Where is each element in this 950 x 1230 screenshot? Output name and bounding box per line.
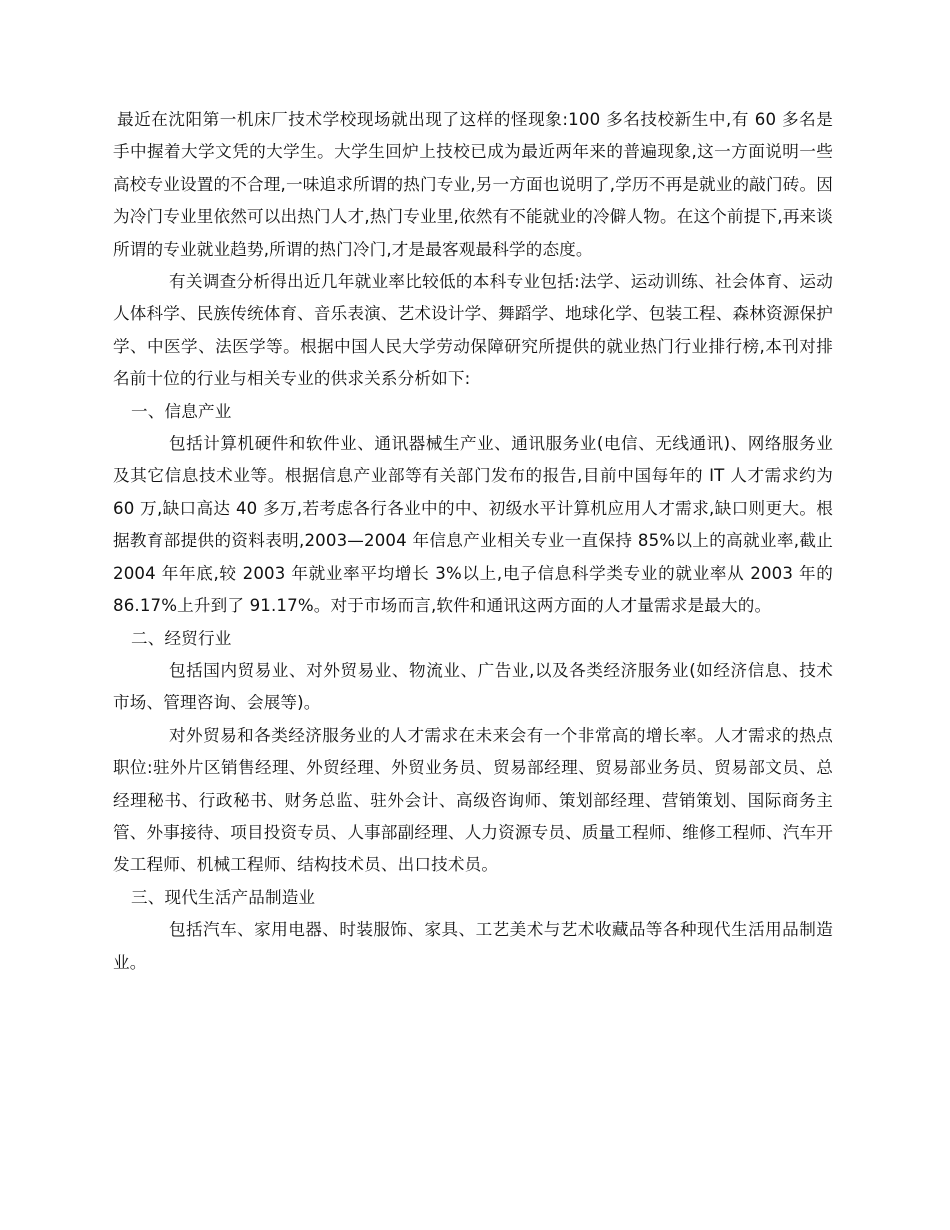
survey-paragraph: 有关调查分析得出近几年就业率比较低的本科专业包括:法学、运动训练、社会体育、运动人体科学、民族传统体育、音乐表演、艺术设计学、舞蹈学、地球化学、包装工程、森林资源保护学、中医学、法医学等。根据中国人民大学劳动保障研究所提供的就业热门行业排行榜,本刊对排名前十位的行业与相关专业的供求关系分析如下: <box>113 272 833 389</box>
trade-scope-paragraph: 包括国内贸易业、对外贸易业、物流业、广告业,以及各类经济服务业(如经济信息、技术市场、管理咨询、会展等)。 <box>113 660 833 713</box>
intro-paragraph: 最近在沈阳第一机床厂技术学校现场就出现了这样的怪现象:100 多名技校新生中,有 60 多名是手中握着大学文凭的大学生。大学生回炉上技校已成为最近两年来的普遍现象,这一方面说明一些高校专业设置的不合理,一味追求所谓的热门专业,另一方面也说明了,学历不再是就业的敲门砖。因为冷门专业里依然可以出热门人才,热门专业里,依然有不能就业的冷僻人物。在这个前提下,再来谈所谓的专业就业趋势,所谓的热门冷门,才是最客观最科学的态度。 <box>113 110 833 259</box>
trade-demand-paragraph: 对外贸易和各类经济服务业的人才需求在未来会有一个非常高的增长率。人才需求的热点职位:驻外片区销售经理、外贸经理、外贸业务员、贸易部经理、贸易部业务员、贸易部文员、总经理秘书、行政秘书、财务总监、驻外会计、高级咨询师、策划部经理、营销策划、国际商务主管、外事接待、项目投资专员、人事部副经理、人力资源专员、质量工程师、维修工程师、汽车开发工程师、机械工程师、结构技术员、出口技术员。 <box>113 725 833 875</box>
section-heading-manufacturing: 三、现代生活产品制造业 <box>131 887 316 907</box>
document-body <box>113 104 833 979</box>
section-heading-trade: 二、经贸行业 <box>131 628 232 648</box>
manufacturing-paragraph: 包括汽车、家用电器、时装服饰、家具、工艺美术与艺术收藏品等各种现代生活用品制造业。 <box>113 920 833 972</box>
section-heading-info-industry: 一、信息产业 <box>131 401 232 421</box>
info-industry-paragraph: 包括计算机硬件和软件业、通讯器械生产业、通讯服务业(电信、无线通讯)、网络服务业及其它信息技术业等。根据信息产业部等有关部门发布的报告,目前中国每年的 IT 人才需求约为 60 万,缺口高达 40 多万,若考虑各行各业中的中、初级水平计算机应用人才需求,缺口则更大。根据教育部提供的资料表明,2003—2004 年信息产业相关专业一直保持 85%以上的高就业率,截止 2004 年年底,较 2003 年就业率平均增长 3%以上,电子信息科学类专业的就业率从 2003 年的 86.17%上升到了 91.17%。对于市场而言,软件和通讯这两方面的人才量需求是最大的。 <box>113 434 833 616</box>
